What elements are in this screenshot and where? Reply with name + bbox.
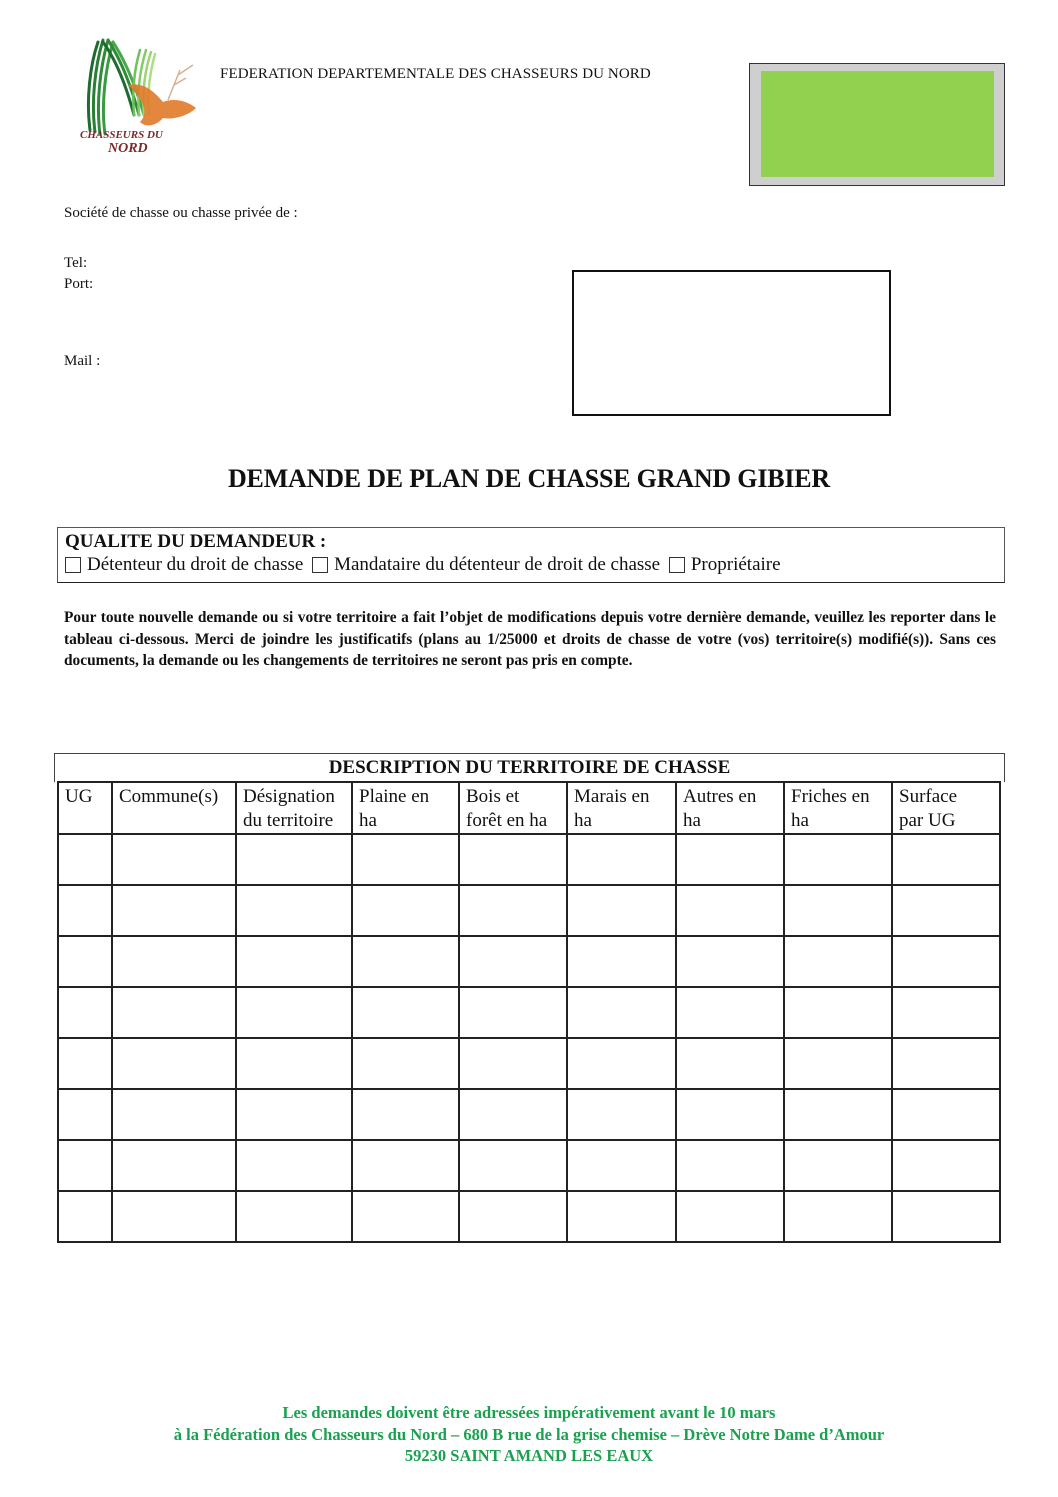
table-cell[interactable] (236, 1089, 352, 1140)
column-header-line1: Bois et (466, 786, 520, 807)
table-cell[interactable] (567, 1038, 676, 1089)
column-header-line2: du territoire (243, 810, 334, 831)
table-row (58, 1038, 1000, 1089)
table-cell[interactable] (784, 936, 892, 987)
column-header-line1: Plaine en (359, 786, 430, 807)
column-header-line2: ha (359, 810, 377, 831)
table-row (58, 936, 1000, 987)
column-header (784, 782, 892, 834)
tel-label: Tel: (64, 255, 88, 271)
logo-text-line2: NORD (108, 141, 148, 156)
logo-graphic (68, 30, 218, 160)
table-cell[interactable] (459, 1038, 567, 1089)
table-cell[interactable] (892, 936, 1000, 987)
territory-table (57, 781, 1001, 1243)
notice-paragraph: Pour toute nouvelle demande ou si votre territoire a fait l’objet de modifications depuis votre dernière demande, veuillez les reporter dans le tableau ci-dessous. Merci de joindre les justificatifs (plans au 1/25000 et droits de chasse de votre (vos) territoire(s) modifié(s)). Sans ces documents, la demande ou les changements de territoires ne seront pas pris en compte. (64, 609, 996, 669)
table-header-row (58, 782, 1000, 834)
table-cell[interactable] (567, 1191, 676, 1242)
table-cell[interactable] (567, 936, 676, 987)
table-cell[interactable] (567, 1089, 676, 1140)
checkbox-proprietaire[interactable] (669, 557, 685, 573)
table-cell[interactable] (112, 1140, 236, 1191)
table-cell[interactable] (784, 1038, 892, 1089)
table-cell[interactable] (236, 1140, 352, 1191)
option-proprietaire[interactable] (669, 553, 781, 577)
table-cell[interactable] (58, 1191, 112, 1242)
table-cell[interactable] (352, 987, 459, 1038)
column-header (459, 782, 567, 834)
table-cell[interactable] (784, 1140, 892, 1191)
table-cell[interactable] (784, 1089, 892, 1140)
table-cell[interactable] (459, 834, 567, 885)
table-cell[interactable] (567, 885, 676, 936)
table-cell[interactable] (892, 1191, 1000, 1242)
footer-deadline: Les demandes doivent être adressées impérativement avant le 10 mars (282, 1403, 776, 1422)
table-cell[interactable] (112, 1191, 236, 1242)
column-header-line2: ha (791, 810, 809, 831)
table-row (58, 885, 1000, 936)
table-row (58, 834, 1000, 885)
table-cell[interactable] (112, 1089, 236, 1140)
table-cell[interactable] (567, 1140, 676, 1191)
mail-label: Mail : (64, 353, 101, 369)
table-cell[interactable] (352, 1089, 459, 1140)
stamp-green-area (761, 71, 994, 177)
column-header-line2: ha (574, 810, 592, 831)
column-header-line2: par UG (899, 810, 956, 831)
checkbox-mandataire[interactable] (312, 557, 328, 573)
table-cell[interactable] (892, 1140, 1000, 1191)
table-cell[interactable] (352, 834, 459, 885)
table-cell[interactable] (459, 1140, 567, 1191)
qualite-options (65, 553, 1004, 580)
column-header (236, 782, 352, 834)
table-cell[interactable] (352, 1140, 459, 1191)
table-cell[interactable] (112, 834, 236, 885)
qualite-section (57, 527, 1005, 583)
table-cell[interactable] (58, 936, 112, 987)
table-cell[interactable] (236, 1191, 352, 1242)
table-cell[interactable] (58, 885, 112, 936)
footer-address: à la Fédération des Chasseurs du Nord – 680 B rue de la grise chemise – Drève Notre Dame d’Amour (173, 1424, 885, 1444)
table-cell[interactable] (892, 987, 1000, 1038)
footer-city: 59230 SAINT AMAND LES EAUX (404, 1446, 654, 1465)
table-cell[interactable] (676, 1140, 784, 1191)
table-cell[interactable] (112, 885, 236, 936)
table-row (58, 1089, 1000, 1140)
checkbox-detenteur[interactable] (65, 557, 81, 573)
table-cell[interactable] (58, 1140, 112, 1191)
table-cell[interactable] (676, 987, 784, 1038)
stamp-box (749, 63, 1005, 186)
table-cell[interactable] (236, 936, 352, 987)
column-header-line1: UG (65, 786, 93, 807)
table-cell[interactable] (892, 885, 1000, 936)
table-cell[interactable] (236, 834, 352, 885)
table-cell[interactable] (352, 1038, 459, 1089)
table-cell[interactable] (459, 936, 567, 987)
table-cell[interactable] (784, 834, 892, 885)
table-cell[interactable] (676, 936, 784, 987)
chasseurs-du-nord-logo (68, 30, 218, 160)
table-title: DESCRIPTION DU TERRITOIRE DE CHASSE (54, 753, 1005, 782)
footer (0, 1402, 1058, 1467)
table-cell[interactable] (676, 885, 784, 936)
column-header (676, 782, 784, 834)
table-cell[interactable] (112, 936, 236, 987)
column-header (567, 782, 676, 834)
qualite-heading: QUALITE DU DEMANDEUR : (65, 531, 327, 552)
societe-label: Société de chasse ou chasse privée de : (64, 205, 298, 221)
column-header (112, 782, 236, 834)
table-cell[interactable] (784, 1191, 892, 1242)
table-cell[interactable] (784, 885, 892, 936)
table-cell[interactable] (459, 885, 567, 936)
column-header (352, 782, 459, 834)
table-cell[interactable] (58, 987, 112, 1038)
table-cell[interactable] (352, 1191, 459, 1242)
table-cell[interactable] (459, 1191, 567, 1242)
federation-title: FEDERATION DEPARTEMENTALE DES CHASSEURS DU NORD (220, 66, 651, 82)
table-cell[interactable] (236, 987, 352, 1038)
table-cell[interactable] (236, 1038, 352, 1089)
column-header-line1: Surface (899, 786, 958, 807)
table-cell[interactable] (676, 834, 784, 885)
column-header-line1: Marais en (574, 786, 650, 807)
address-box[interactable] (572, 270, 891, 416)
table-cell[interactable] (676, 1038, 784, 1089)
table-row (58, 1140, 1000, 1191)
table-cell[interactable] (567, 834, 676, 885)
column-header-line2: forêt en ha (466, 810, 548, 831)
table-cell[interactable] (58, 834, 112, 885)
column-header-line1: Autres en (683, 786, 757, 807)
column-header-line2: ha (683, 810, 701, 831)
option-label: Détenteur du droit de chasse (87, 554, 304, 575)
table-cell[interactable] (676, 1089, 784, 1140)
column-header (58, 782, 112, 834)
option-label: Propriétaire (690, 554, 781, 575)
page-title: DEMANDE DE PLAN DE CHASSE GRAND GIBIER (227, 464, 831, 493)
port-label: Port: (64, 276, 94, 292)
table-cell[interactable] (112, 1038, 236, 1089)
table-cell[interactable] (352, 885, 459, 936)
table-cell[interactable] (58, 1089, 112, 1140)
table-cell[interactable] (892, 834, 1000, 885)
column-header-line1: Commune(s) (119, 786, 219, 807)
table-cell[interactable] (567, 987, 676, 1038)
option-label: Mandataire du détenteur de droit de chasse (334, 554, 661, 575)
table-row (58, 1191, 1000, 1242)
column-header-line1: Friches en (791, 786, 870, 807)
table-cell[interactable] (676, 1191, 784, 1242)
table-cell[interactable] (459, 1089, 567, 1140)
table-cell[interactable] (112, 987, 236, 1038)
table-cell[interactable] (459, 987, 567, 1038)
logo-text-line1: CHASSEURS DU (80, 129, 163, 141)
column-header (892, 782, 1000, 834)
column-header-line1: Désignation (243, 786, 335, 807)
table-cell[interactable] (892, 1038, 1000, 1089)
table-cell[interactable] (236, 885, 352, 936)
table-cell[interactable] (784, 987, 892, 1038)
table-cell[interactable] (892, 1089, 1000, 1140)
option-detenteur[interactable] (65, 553, 303, 577)
table-cell[interactable] (352, 936, 459, 987)
option-mandataire[interactable] (312, 553, 660, 577)
table-cell[interactable] (58, 1038, 112, 1089)
table-row (58, 987, 1000, 1038)
